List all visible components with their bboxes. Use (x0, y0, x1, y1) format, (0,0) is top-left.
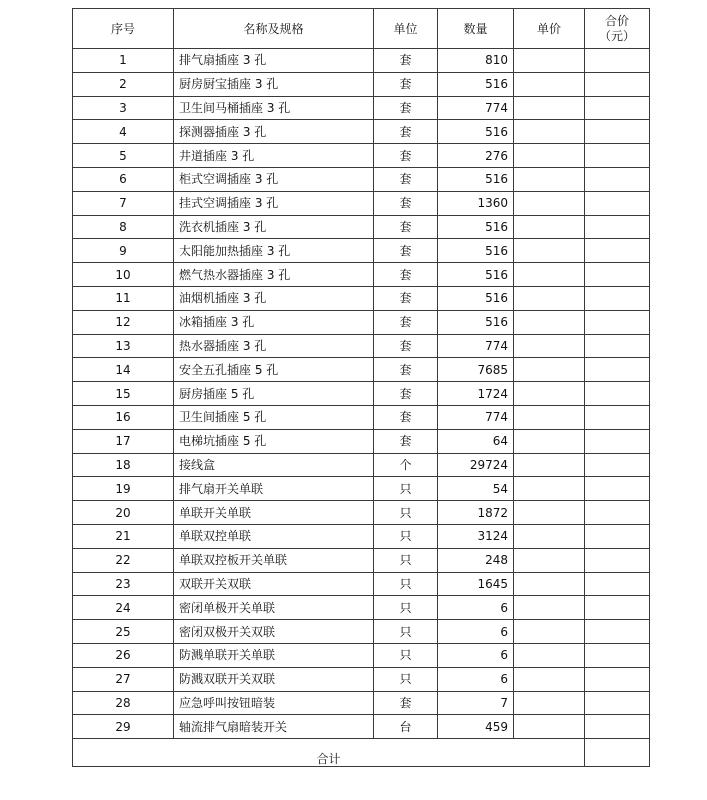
unit-cell: 套 (374, 72, 438, 96)
unit-price-cell (514, 691, 585, 715)
quantity-cell: 516 (438, 239, 514, 263)
table-row (73, 49, 650, 73)
unit-price-cell (514, 49, 585, 73)
row-index-cell: 16 (73, 405, 174, 429)
header-index: 序号 (73, 9, 174, 49)
table-row (73, 643, 650, 667)
table-row (73, 691, 650, 715)
quantity-cell: 6 (438, 667, 514, 691)
quantity-cell: 1360 (438, 191, 514, 215)
row-index-cell: 9 (73, 239, 174, 263)
table-row (73, 382, 650, 406)
total-price-cell (585, 453, 650, 477)
unit-cell: 只 (374, 548, 438, 572)
table-row (73, 263, 650, 287)
unit-cell: 套 (374, 405, 438, 429)
unit-price-cell (514, 191, 585, 215)
unit-price-cell (514, 239, 585, 263)
unit-price-cell (514, 96, 585, 120)
table-row (73, 120, 650, 144)
unit-price-cell (514, 501, 585, 525)
table-row (73, 215, 650, 239)
item-name-cell: 接线盒 (174, 453, 374, 477)
unit-cell: 个 (374, 453, 438, 477)
row-index-cell: 6 (73, 167, 174, 191)
row-index-cell: 22 (73, 548, 174, 572)
row-index-cell: 28 (73, 691, 174, 715)
total-price-cell (585, 691, 650, 715)
table-row (73, 96, 650, 120)
unit-cell: 只 (374, 524, 438, 548)
quantity-cell: 516 (438, 167, 514, 191)
quantity-table (72, 8, 650, 767)
header-total-price (585, 9, 650, 49)
total-price-cell (585, 501, 650, 525)
item-name-cell: 燃气热水器插座 3 孔 (174, 263, 374, 287)
header-total-line1: 合价 (604, 13, 629, 28)
total-price-cell (585, 429, 650, 453)
total-price-cell (585, 144, 650, 168)
item-name-cell: 冰箱插座 3 孔 (174, 310, 374, 334)
item-name-cell: 井道插座 3 孔 (174, 144, 374, 168)
row-index-cell: 5 (73, 144, 174, 168)
table-row (73, 548, 650, 572)
quantity-cell: 516 (438, 72, 514, 96)
item-name-cell: 厨房插座 5 孔 (174, 382, 374, 406)
row-index-cell: 11 (73, 286, 174, 310)
item-name-cell: 太阳能加热插座 3 孔 (174, 239, 374, 263)
row-index-cell: 1 (73, 49, 174, 73)
row-index-cell: 3 (73, 96, 174, 120)
header-name: 名称及规格 (174, 9, 374, 49)
quantity-cell: 6 (438, 620, 514, 644)
item-name-cell: 单联双控单联 (174, 524, 374, 548)
item-name-cell: 防溅双联开关双联 (174, 667, 374, 691)
item-name-cell: 单联开关单联 (174, 501, 374, 525)
quantity-cell: 516 (438, 215, 514, 239)
unit-price-cell (514, 453, 585, 477)
unit-price-cell (514, 215, 585, 239)
quantity-cell: 1645 (438, 572, 514, 596)
unit-cell: 套 (374, 167, 438, 191)
item-name-cell: 双联开关双联 (174, 572, 374, 596)
unit-price-cell (514, 572, 585, 596)
unit-cell: 只 (374, 572, 438, 596)
total-price-cell (585, 310, 650, 334)
header-unit: 单位 (374, 9, 438, 49)
total-price-cell (585, 524, 650, 548)
row-index-cell: 20 (73, 501, 174, 525)
row-index-cell: 14 (73, 358, 174, 382)
unit-price-cell (514, 167, 585, 191)
table-row (73, 191, 650, 215)
unit-cell: 只 (374, 620, 438, 644)
unit-cell: 套 (374, 215, 438, 239)
row-index-cell: 15 (73, 382, 174, 406)
item-name-cell: 卫生间马桶插座 3 孔 (174, 96, 374, 120)
total-price-cell (585, 215, 650, 239)
total-price-cell (585, 358, 650, 382)
quantity-cell: 1872 (438, 501, 514, 525)
quantity-cell: 29724 (438, 453, 514, 477)
table-row (73, 334, 650, 358)
quantity-cell: 3124 (438, 524, 514, 548)
total-price-cell (585, 477, 650, 501)
unit-cell: 套 (374, 286, 438, 310)
unit-price-cell (514, 310, 585, 334)
item-name-cell: 挂式空调插座 3 孔 (174, 191, 374, 215)
header-total-line2: （元） (598, 28, 635, 43)
quantity-cell: 64 (438, 429, 514, 453)
item-name-cell: 柜式空调插座 3 孔 (174, 167, 374, 191)
unit-cell: 套 (374, 334, 438, 358)
item-name-cell: 洗衣机插座 3 孔 (174, 215, 374, 239)
table-row (73, 620, 650, 644)
quantity-cell: 7 (438, 691, 514, 715)
table-row (73, 310, 650, 334)
quantity-cell: 516 (438, 286, 514, 310)
quantity-cell: 516 (438, 310, 514, 334)
unit-cell: 只 (374, 477, 438, 501)
table-row (73, 286, 650, 310)
item-name-cell: 厨房厨宝插座 3 孔 (174, 72, 374, 96)
unit-cell: 套 (374, 263, 438, 287)
header-quantity: 数量 (438, 9, 514, 49)
item-name-cell: 探测器插座 3 孔 (174, 120, 374, 144)
unit-cell: 套 (374, 144, 438, 168)
row-index-cell: 13 (73, 334, 174, 358)
total-price-cell (585, 72, 650, 96)
table-row (73, 453, 650, 477)
table-row (73, 72, 650, 96)
item-name-cell: 应急呼叫按钮暗装 (174, 691, 374, 715)
unit-cell: 套 (374, 96, 438, 120)
total-price-cell (585, 596, 650, 620)
total-price-cell (585, 715, 650, 739)
row-index-cell: 18 (73, 453, 174, 477)
quantity-cell: 6 (438, 596, 514, 620)
item-name-cell: 安全五孔插座 5 孔 (174, 358, 374, 382)
table-row (73, 167, 650, 191)
total-price-cell (585, 643, 650, 667)
unit-price-cell (514, 667, 585, 691)
table-row (73, 715, 650, 739)
unit-price-cell (514, 286, 585, 310)
unit-cell: 台 (374, 715, 438, 739)
unit-cell: 套 (374, 239, 438, 263)
header-unit-price: 单价 (514, 9, 585, 49)
quantity-cell: 6 (438, 643, 514, 667)
row-index-cell: 24 (73, 596, 174, 620)
quantity-cell: 276 (438, 144, 514, 168)
quantity-cell: 774 (438, 405, 514, 429)
row-index-cell: 17 (73, 429, 174, 453)
table-row (73, 477, 650, 501)
unit-price-cell (514, 524, 585, 548)
total-label: 合计 (73, 739, 585, 767)
table-header-row (73, 9, 650, 49)
quantity-cell: 810 (438, 49, 514, 73)
row-index-cell: 7 (73, 191, 174, 215)
unit-price-cell (514, 120, 585, 144)
item-name-cell: 密闭双极开关双联 (174, 620, 374, 644)
unit-cell: 套 (374, 191, 438, 215)
total-amount (585, 739, 650, 767)
unit-cell: 只 (374, 643, 438, 667)
unit-price-cell (514, 596, 585, 620)
row-index-cell: 29 (73, 715, 174, 739)
total-price-cell (585, 382, 650, 406)
row-index-cell: 2 (73, 72, 174, 96)
row-index-cell: 12 (73, 310, 174, 334)
total-price-cell (585, 191, 650, 215)
total-price-cell (585, 667, 650, 691)
row-index-cell: 4 (73, 120, 174, 144)
table-row (73, 239, 650, 263)
total-price-cell (585, 49, 650, 73)
table-row (73, 596, 650, 620)
table-row (73, 429, 650, 453)
total-price-cell (585, 239, 650, 263)
unit-price-cell (514, 263, 585, 287)
unit-cell: 只 (374, 501, 438, 525)
unit-cell: 只 (374, 596, 438, 620)
quantity-cell: 516 (438, 263, 514, 287)
total-price-cell (585, 620, 650, 644)
item-name-cell: 单联双控板开关单联 (174, 548, 374, 572)
table-row (73, 667, 650, 691)
unit-price-cell (514, 715, 585, 739)
quantity-cell: 248 (438, 548, 514, 572)
unit-cell: 套 (374, 358, 438, 382)
unit-cell: 套 (374, 691, 438, 715)
quantity-cell: 774 (438, 96, 514, 120)
item-name-cell: 防溅单联开关单联 (174, 643, 374, 667)
row-index-cell: 19 (73, 477, 174, 501)
unit-price-cell (514, 358, 585, 382)
quantity-cell: 516 (438, 120, 514, 144)
item-name-cell: 油烟机插座 3 孔 (174, 286, 374, 310)
quantity-cell: 7685 (438, 358, 514, 382)
row-index-cell: 27 (73, 667, 174, 691)
total-price-cell (585, 572, 650, 596)
row-index-cell: 8 (73, 215, 174, 239)
unit-price-cell (514, 405, 585, 429)
unit-cell: 套 (374, 382, 438, 406)
total-price-cell (585, 167, 650, 191)
unit-price-cell (514, 72, 585, 96)
total-price-cell (585, 548, 650, 572)
item-name-cell: 热水器插座 3 孔 (174, 334, 374, 358)
unit-price-cell (514, 477, 585, 501)
table-row (73, 524, 650, 548)
unit-price-cell (514, 548, 585, 572)
item-name-cell: 卫生间插座 5 孔 (174, 405, 374, 429)
quantity-cell: 54 (438, 477, 514, 501)
unit-price-cell (514, 643, 585, 667)
unit-price-cell (514, 144, 585, 168)
row-index-cell: 26 (73, 643, 174, 667)
quantity-cell: 459 (438, 715, 514, 739)
item-name-cell: 密闭单极开关单联 (174, 596, 374, 620)
unit-price-cell (514, 620, 585, 644)
table-row (73, 501, 650, 525)
unit-cell: 只 (374, 667, 438, 691)
unit-price-cell (514, 382, 585, 406)
total-price-cell (585, 120, 650, 144)
item-name-cell: 排气扇开关单联 (174, 477, 374, 501)
quantity-cell: 1724 (438, 382, 514, 406)
row-index-cell: 10 (73, 263, 174, 287)
unit-cell: 套 (374, 429, 438, 453)
table-row (73, 405, 650, 429)
table-row (73, 358, 650, 382)
unit-cell: 套 (374, 310, 438, 334)
item-name-cell: 轴流排气扇暗装开关 (174, 715, 374, 739)
table-row (73, 144, 650, 168)
quantity-cell: 774 (438, 334, 514, 358)
total-price-cell (585, 263, 650, 287)
row-index-cell: 23 (73, 572, 174, 596)
total-price-cell (585, 405, 650, 429)
unit-cell: 套 (374, 120, 438, 144)
item-name-cell: 排气扇插座 3 孔 (174, 49, 374, 73)
unit-price-cell (514, 334, 585, 358)
table-row (73, 572, 650, 596)
total-price-cell (585, 286, 650, 310)
total-row (73, 739, 650, 767)
total-price-cell (585, 334, 650, 358)
unit-price-cell (514, 429, 585, 453)
row-index-cell: 25 (73, 620, 174, 644)
total-price-cell (585, 96, 650, 120)
unit-cell: 套 (374, 49, 438, 73)
item-name-cell: 电梯坑插座 5 孔 (174, 429, 374, 453)
row-index-cell: 21 (73, 524, 174, 548)
